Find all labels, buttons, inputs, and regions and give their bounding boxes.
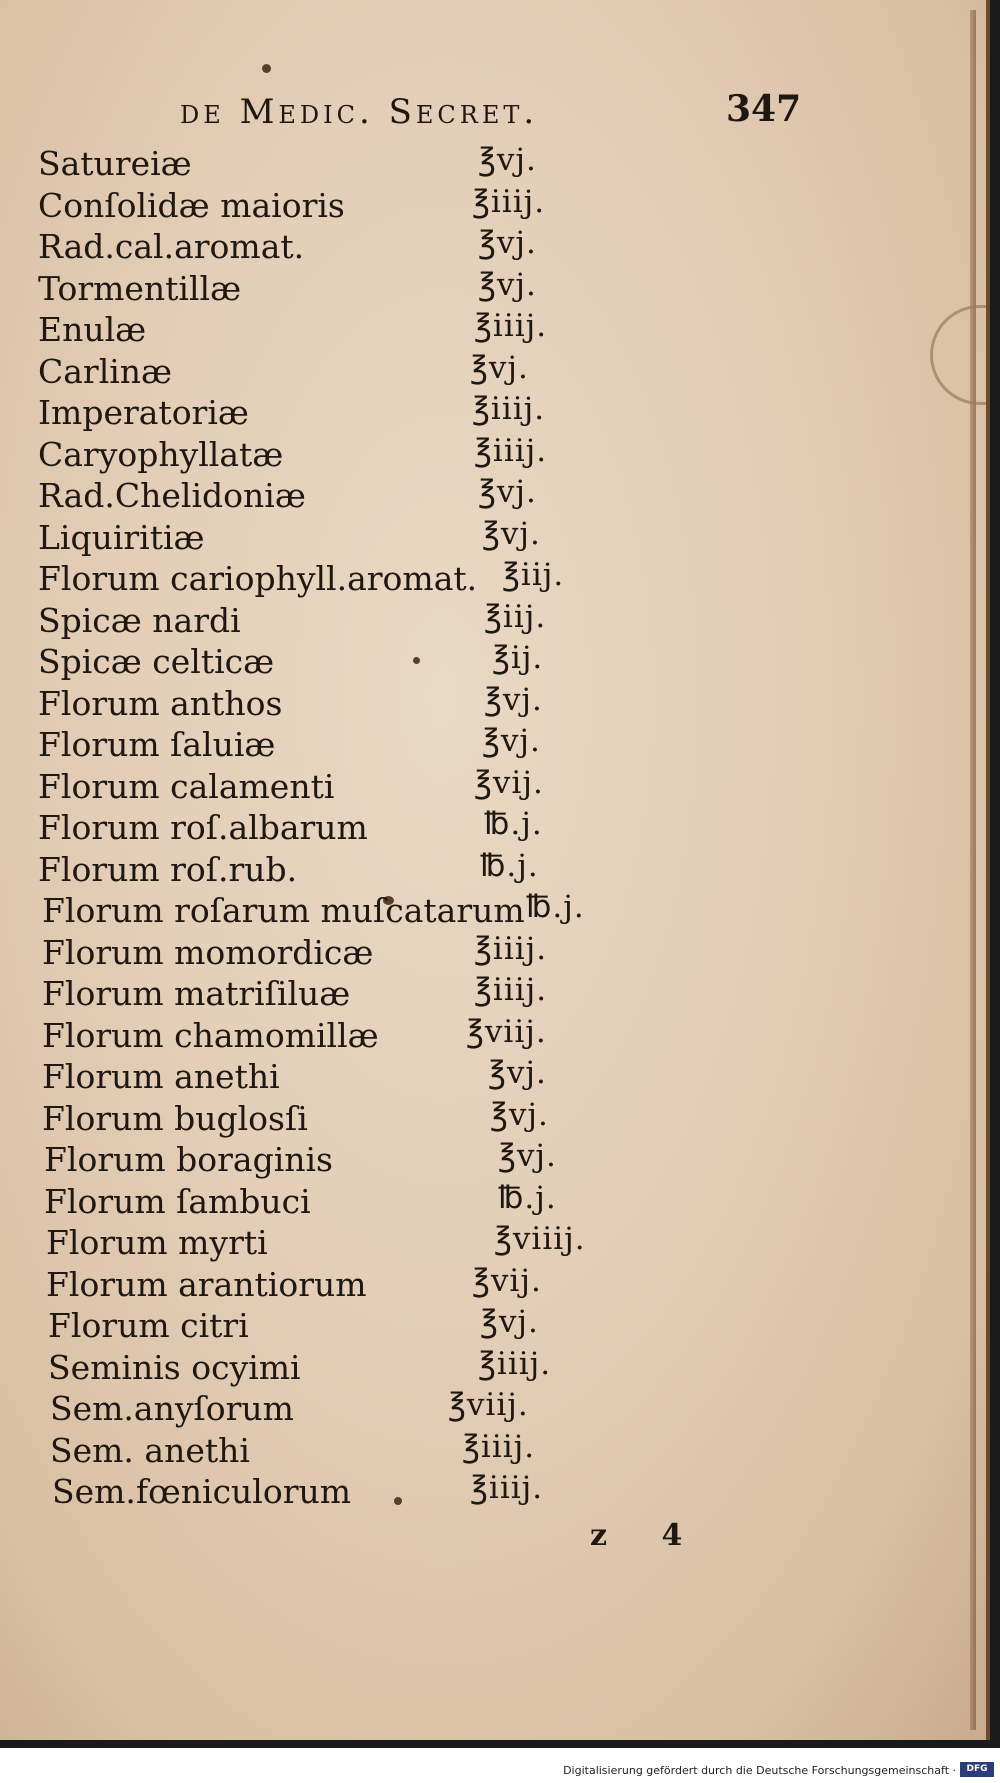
ingredient-name: Florum roſ.albarum [38, 808, 368, 847]
ingredient-name: Conſolidæ maioris [38, 185, 345, 225]
list-item [38, 1180, 738, 1222]
ingredient-quantity: ℥vj. [478, 266, 537, 303]
list-item [38, 474, 738, 516]
ingredient-name: Florum boraginis [44, 1140, 333, 1179]
ingredient-name: Florum citri [48, 1306, 249, 1345]
ink-stain [262, 64, 271, 73]
ingredient-name: Sem. anethi [50, 1430, 250, 1470]
list-item [38, 1304, 738, 1346]
ingredient-quantity: ℥ij. [492, 640, 544, 676]
ingredient-quantity: ℥iij. [484, 598, 547, 635]
ingredient-quantity: ℥viij. [466, 1013, 547, 1050]
ingredient-quantity: ℔.j. [526, 889, 585, 925]
ingredient-quantity: ℥iiij. [474, 930, 548, 967]
ingredient-name: Florum buglosſi [42, 1098, 308, 1138]
ingredient-name: Florum ſambuci [44, 1181, 311, 1221]
ingredient-quantity: ℥vj. [490, 1096, 549, 1133]
ingredient-quantity: ℥vj. [480, 1304, 539, 1340]
ingredient-quantity: ℔.j. [498, 1179, 557, 1216]
ingredient-name: Seminis ocyimi [48, 1347, 301, 1387]
ingredient-quantity: ℔.j. [480, 847, 539, 884]
ingredient-quantity: ℥iiij. [472, 391, 546, 427]
list-item [38, 184, 738, 226]
list-item [38, 682, 738, 724]
ingredient-quantity: ℥viiij. [494, 1221, 586, 1257]
ingredient-quantity: ℥vj. [478, 474, 537, 510]
signature-mark: z 4 [590, 1518, 705, 1553]
ingredient-name: Florum anthos [38, 683, 283, 723]
list-item [38, 1263, 738, 1305]
ingredient-name: Florum anethi [42, 1057, 280, 1096]
list-item [38, 391, 738, 433]
ingredient-name: Caryophyllatæ [38, 434, 284, 474]
ingredient-name: Liquiritiæ [38, 517, 205, 557]
ingredient-name: Florum ſaluiæ [38, 725, 276, 764]
list-item [38, 142, 738, 184]
footer-bar [0, 1748, 1000, 1783]
list-item [38, 599, 738, 641]
ingredient-quantity: ℥viij. [448, 1387, 529, 1423]
ingredient-name: Florum myrti [46, 1223, 268, 1262]
list-item [38, 557, 738, 599]
ingredient-quantity: ℥vj. [478, 142, 537, 178]
running-title: de Medic. Secret. [180, 92, 539, 132]
ingredient-quantity: ℥iiij. [470, 1470, 544, 1506]
ingredient-quantity: ℥iij. [502, 557, 565, 593]
ingredient-quantity: ℥vj. [482, 515, 541, 552]
list-item [38, 1138, 738, 1180]
list-item [38, 1221, 738, 1263]
list-item [38, 433, 738, 475]
ingredient-quantity: ℥vij. [472, 1262, 542, 1299]
ingredient-name: Florum roſarum muſcatarum [42, 891, 525, 930]
ingredient-name: Florum momordicæ [42, 932, 374, 972]
ingredient-name: Satureiæ [38, 144, 192, 183]
ingredient-name: Tormentillæ [38, 268, 242, 308]
ingredient-name: Florum matriſiluæ [42, 974, 351, 1013]
ingredient-quantity: ℥iiij. [472, 183, 546, 220]
ingredient-quantity: ℥vj. [484, 681, 543, 718]
list-item [38, 308, 738, 350]
ingredient-quantity: ℥vj. [498, 1138, 557, 1174]
ingredient-quantity: ℥vj. [470, 349, 529, 386]
list-item [38, 1055, 738, 1097]
ingredient-quantity: ℥iiij. [478, 1345, 552, 1382]
list-item [38, 972, 738, 1014]
ingredient-name: Carlinæ [38, 351, 173, 391]
ingredient-quantity: ℥vj. [482, 723, 541, 759]
ingredient-name: Imperatoriæ [38, 393, 249, 432]
ingredient-list [38, 142, 738, 1512]
list-item [38, 889, 738, 931]
page-edge [970, 10, 976, 1730]
ingredient-name: Spicæ nardi [38, 600, 241, 640]
ingredient-name: Rad.cal.aromat. [38, 227, 305, 266]
ingredient-quantity: ℥iiij. [474, 308, 548, 344]
ingredient-name: Sem.anyſorum [50, 1389, 294, 1428]
list-item [38, 516, 738, 558]
list-item [38, 1097, 738, 1139]
list-item [38, 1387, 738, 1429]
list-item [38, 765, 738, 807]
ingredient-quantity: ℥vj. [478, 225, 537, 261]
ingredient-name: Florum calamenti [38, 766, 335, 806]
ingredient-name: Enulæ [38, 310, 147, 349]
ingredient-name: Florum cariophyll.aromat. [38, 559, 478, 598]
ingredient-name: Rad.Chelidoniæ [38, 476, 306, 515]
list-item [38, 931, 738, 973]
list-item [38, 1346, 738, 1388]
page-tab-mark [930, 305, 986, 405]
page-number: 347 [726, 88, 802, 130]
ingredient-name: Sem.fœniculorum [52, 1472, 352, 1511]
ingredient-quantity: ℥iiij. [474, 972, 548, 1008]
list-item [38, 806, 738, 848]
footer-credit: Digitalisierung gefördert durch die Deutsche Forschungsgemeinschaft · [563, 1764, 956, 1777]
list-item [38, 848, 738, 890]
list-item [38, 723, 738, 765]
dfg-logo-icon: DFG [960, 1762, 994, 1777]
list-item [38, 350, 738, 392]
ingredient-name: Florum chamomillæ [42, 1015, 379, 1055]
ingredient-quantity: ℥vij. [474, 764, 544, 801]
list-item [38, 267, 738, 309]
ingredient-name: Florum roſ.rub. [38, 849, 298, 889]
list-item [38, 1470, 738, 1512]
ingredient-name: Spicæ celticæ [38, 642, 275, 681]
ingredient-name: Florum arantiorum [46, 1264, 367, 1304]
ingredient-quantity: ℥iiij. [474, 432, 548, 469]
list-item [38, 1014, 738, 1056]
ingredient-quantity: ℥iiij. [462, 1428, 536, 1465]
list-item [38, 1429, 738, 1471]
ingredient-quantity: ℥vj. [488, 1055, 547, 1091]
list-item [38, 225, 738, 267]
ingredient-quantity: ℔.j. [484, 806, 543, 842]
list-item [38, 640, 738, 682]
